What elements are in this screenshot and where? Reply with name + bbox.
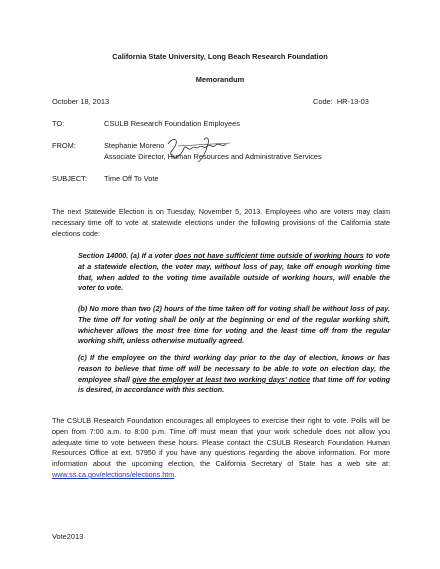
footer-code: Vote2013 xyxy=(52,532,84,541)
handwritten-signature xyxy=(164,134,234,164)
closing-paragraph: The CSULB Research Foundation encourages all employees to exercise their right to vote. Polls will be open from 7:00 a.m. to 8:00 p.m. Time off must mean that your work schedule does not allow you adequate time to vote between these hours. Please contact the CSULB Research Foundation Human Resources Office at ext. 57950 if you have any questions regarding the above information. For more information about the upcoming election, the California Secretary of State has a web site at: www.ss.ca.gov/elections/elections.htm. xyxy=(52,416,390,479)
section-a-text: Section 14000. (a) If a voter does not have sufficient time outside of working hours to vote at a statewide election, the voter may, without loss of pay, take off enough working time that, when added to the voting time available outside of working hours, will enable the voter to vote. xyxy=(78,251,390,293)
to-label: TO: xyxy=(52,119,65,128)
memo-code xyxy=(313,97,369,106)
elections-link[interactable]: www.ss.ca.gov/elections/elections.htm xyxy=(52,469,175,479)
from-title: Associate Director, Human Resources and Administrative Services xyxy=(104,152,322,161)
memo-date: October 18, 2013 xyxy=(52,97,110,106)
memo-title: Memorandum xyxy=(195,75,245,84)
from-label: FROM: xyxy=(52,141,76,150)
code-value: HR-13-03 xyxy=(336,97,369,106)
section-a-underlined: does not have sufficient time outside of working hours xyxy=(174,251,364,260)
section-c-underlined: give the employer at least two working days' notice xyxy=(132,374,311,384)
code-label: Code: xyxy=(313,97,333,106)
intro-paragraph: The next Statewide Election is on Tuesday, November 5, 2013. Employees who are voters may claim necessary time off to vote at statewide elections under the following provisions of the California state elections code: xyxy=(52,207,390,238)
from-name: Stephanie Moreno xyxy=(104,141,165,150)
section-c-text: (c) If the employee on the third working day prior to the day of election, knows or has reason to believe that time off will be necessary to be able to vote on election day, the employee shall give the employer at least two working days' notice that time off for voting is desired, in accordance with this section. xyxy=(78,353,390,395)
to-value: CSULB Research Foundation Employees xyxy=(104,119,240,128)
organization-heading: California State University, Long Beach Research Foundation xyxy=(112,52,328,61)
subject-label: SUBJECT: xyxy=(52,174,87,183)
section-b-text: (b) No more than two (2) hours of the time taken off for voting shall be without loss of pay. The time off for voting shall be only at the beginning or end of the regular working shift, whichever allows the most free time for voting and the least time off from the regular working shift, unless otherwise mutually agreed. xyxy=(78,304,390,346)
subject-value: Time Off To Vote xyxy=(104,174,159,183)
